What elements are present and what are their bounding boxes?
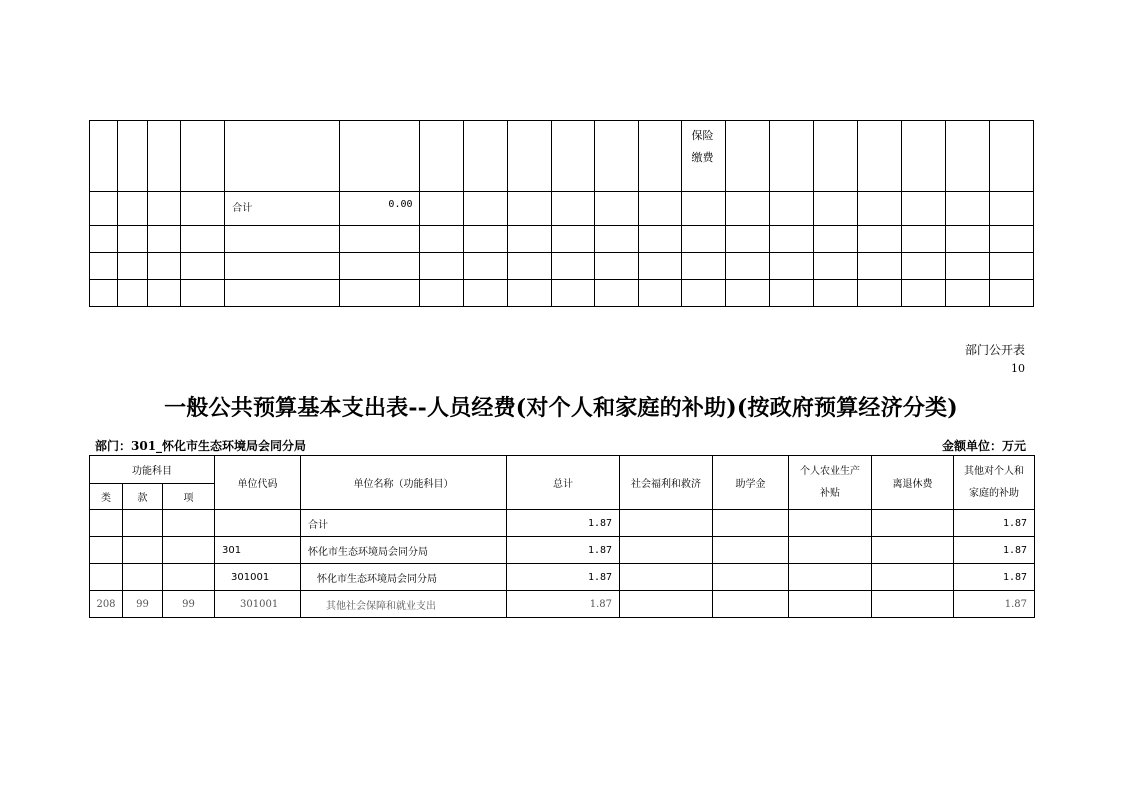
cell-farm (789, 537, 872, 564)
header-func-subject: 功能科目 (90, 456, 215, 484)
cell-social (620, 591, 713, 618)
cell-farm (789, 510, 872, 537)
cell-farm (789, 564, 872, 591)
cell-other: 1.87 (954, 591, 1035, 618)
cell-scholar (713, 564, 789, 591)
cell-social (620, 510, 713, 537)
cell-xiang (163, 537, 215, 564)
amount-unit-label: 金额单位：万元 (941, 439, 1026, 453)
cell-other: 1.87 (954, 537, 1035, 564)
cell-scholar (713, 510, 789, 537)
cell-retire (872, 510, 954, 537)
header-farm-subsidy: 个人农业生产 补贴 (789, 456, 872, 510)
top-total-value: 0.00 (339, 192, 419, 226)
cell-lei (90, 537, 123, 564)
table-row (90, 510, 1035, 537)
cell-farm (789, 591, 872, 618)
cell-kuan (123, 537, 163, 564)
table-row (90, 591, 1035, 618)
header-unit-code: 单位代码 (215, 456, 301, 510)
top-total-label: 合计 (225, 192, 340, 226)
cell-kuan: 99 (123, 591, 163, 618)
header-kuan: 款 (123, 484, 163, 510)
cell-code: 301001 (215, 591, 301, 618)
page-title: 一般公共预算基本支出表--人员经费(对个人和家庭的补助)(按政府预算经济分类) (164, 395, 958, 421)
cell-social (620, 537, 713, 564)
cell-xiang (163, 510, 215, 537)
cell-total: 1.87 (507, 510, 620, 537)
cell-scholar (713, 537, 789, 564)
cell-code: 301001 (215, 564, 301, 591)
cell-lei: 208 (90, 591, 123, 618)
top-table-header-row (90, 121, 1034, 192)
insurance-payment-header: 保险 缴费 (682, 121, 726, 192)
cell-other: 1.87 (954, 510, 1035, 537)
form-number: 10 (1011, 362, 1025, 375)
top-continuation-table (89, 120, 1034, 307)
header-lei: 类 (90, 484, 123, 510)
cell-total: 1.87 (507, 564, 620, 591)
cell-other: 1.87 (954, 564, 1035, 591)
cell-retire (872, 537, 954, 564)
table-row (90, 537, 1035, 564)
cell-name: 其他社会保障和就业支出 (301, 591, 507, 618)
header-unit-name: 单位名称（功能科目） (301, 456, 507, 510)
cell-social (620, 564, 713, 591)
header-other-subsidy: 其他对个人和 家庭的补助 (954, 456, 1035, 510)
top-table-empty-row (90, 226, 1034, 253)
table-row (90, 564, 1035, 591)
cell-name: 怀化市生态环境局会同分局 (301, 537, 507, 564)
personnel-expense-table (89, 455, 1035, 618)
cell-xiang (163, 564, 215, 591)
cell-lei (90, 510, 123, 537)
top-table-empty-row (90, 253, 1034, 280)
cell-xiang: 99 (163, 591, 215, 618)
header-total: 总计 (507, 456, 620, 510)
cell-total: 1.87 (507, 537, 620, 564)
top-table-empty-row (90, 280, 1034, 307)
header-social-welfare: 社会福利和救济 (620, 456, 713, 510)
form-label: 部门公开表 (964, 343, 1025, 357)
header-scholarship: 助学金 (713, 456, 789, 510)
cell-name: 怀化市生态环境局会同分局 (301, 564, 507, 591)
cell-code: 301 (215, 537, 301, 564)
cell-retire (872, 591, 954, 618)
cell-kuan (123, 510, 163, 537)
cell-total: 1.87 (507, 591, 620, 618)
cell-retire (872, 564, 954, 591)
cell-name: 合计 (301, 510, 507, 537)
department-label: 部门：301_怀化市生态环境局会同分局 (95, 439, 307, 453)
table-header-row (90, 456, 1035, 484)
header-retirement: 离退休费 (872, 456, 954, 510)
cell-lei (90, 564, 123, 591)
header-xiang: 项 (163, 484, 215, 510)
cell-scholar (713, 591, 789, 618)
cell-kuan (123, 564, 163, 591)
top-table-total-row (90, 192, 1034, 226)
cell-code (215, 510, 301, 537)
